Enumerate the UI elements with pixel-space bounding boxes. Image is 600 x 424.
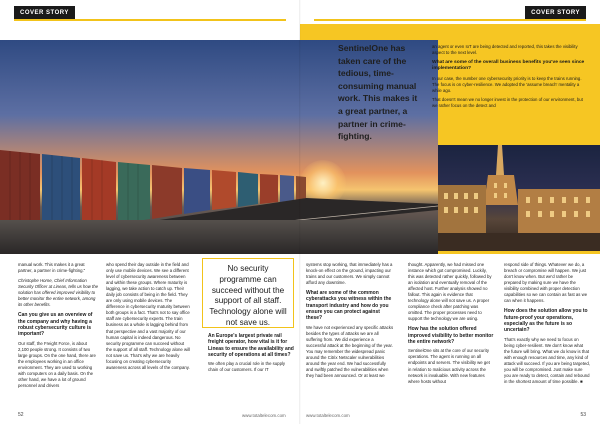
footer-url-left: www.totaltelecom.com: [242, 413, 286, 418]
interview-question: What are some of the common cyberattacks you witness within the transport industry and how do you ensure you can protect against these?: [306, 290, 392, 322]
body-column-4: [306, 262, 394, 383]
section-tag-left: COVER STORY: [14, 6, 75, 20]
pull-quote-right: SentinelOne has taken care of the tedious, time-consuming manual work. This makes it a great partner, a partner in crime-fighting.: [338, 43, 418, 142]
paragraph: That doesn't mean we no longer invest in the protection of our environment, but we rather focus on the detect and: [432, 97, 583, 109]
paragraph: Christophe Horne, Chief Information Security Officer at Lineas, tells us how the solution has offered improved visibility to better monitor the entire network, among its other benefits.: [18, 278, 99, 308]
paragraph: Our staff, the Freight Force, is about 2,100 people strong. It consists of two large groups. On the one hand, there are the employees working in an office environment. They are used to working with computers on a daily basis. On the other hand, we have a lot of ground personnel and drivers: [18, 340, 96, 388]
paragraph: We have not experienced any specific attacks besides the types of attacks we are all suffering from. We did experience a successful attack at the beginning of the year. You may remember the widespread panic around the Citrix Netscaler vulnerabilities around the year end. We had successfully and swiftly patched the vulnerabilities when they had been announced. Or at least we: [306, 324, 394, 379]
yellow-column-text: [432, 44, 586, 113]
interview-question: What are some of the overall business benefits you've seen since implementation?: [432, 59, 585, 72]
paragraph: respond side of things. Whatever we do, a breach or compromise will happen. We just don't know when. But we'd rather be prepared by making sure we have the visibility combined with proper detection capabilities so we can contain as fast as we can when it happens.: [504, 262, 588, 304]
interview-question: Can you give us an overview of the company and why having a robust cybersecurity culture is important?: [18, 312, 93, 338]
footer-url-right: www.totaltelecom.com: [306, 413, 350, 418]
city-illustration: [438, 145, 600, 251]
paragraph: thought. Apparently, we had missed one instance which got compromised. Luckily, this was detected rather quickly, followed by an isolation and eventually removal of the affected host. Further analysis showed no fallout. This again is evidence that technology alone will not save us. A proper compliance check after patching was omitted. The proper processes need to support the technology we are using.: [408, 262, 492, 322]
pull-quote-left: No security programme can succeed without the support of all staff. Technology alone will not save us.: [202, 258, 294, 328]
page-number-left: 52: [18, 412, 24, 418]
section-rule-right: [314, 19, 586, 21]
body-column-3: [208, 333, 294, 377]
paragraph: That's exactly why we need to focus on being cyber-resilient. We don't know what the future will bring. What we do know is that with enough resources and time, any kind of attack will succeed. If you are being targeted, you will be compromised. Just make sure you are ready to detect, contain and rebound in the shortest amount of time possible. ■: [504, 336, 590, 384]
body-column-2: [106, 262, 190, 375]
ground: [0, 220, 438, 254]
paragraph: who spend their day outside in the field and only use mobile devices. We see a different level of cybersecurity awareness between and within these groups. Where maturity is lagging, we take action to catch up. Their daily job consists of being in the field. They are only using mobile devices. The difference in cybersecurity maturity between both groups is a fact. That's not to say office staff are cybersecurity experts. The train business as a whole is lagging behind from that perspective and a vast majority of our human capital is indeed dangerous. No security programme can succeed without the support of all staff. Technology alone will not save us. That's why we are heavily focusing on creating cybersecurity awareness across all levels of the company.: [106, 262, 190, 370]
paragraph: manual work. This makes it a great partner, a partner in crime-fighting.": [18, 262, 86, 274]
body-column-6: [504, 262, 590, 389]
section-rule-left: [14, 19, 286, 21]
body-column-1: [18, 262, 98, 393]
paragraph: SentinelOne sits at the core of our security operations. The agent is running on all endpoints and servers. The visibility we get in relation to malicious activity across the network is invaluable. With new features where hosts without: [408, 348, 490, 384]
interview-question: An Europe's largest private rail freight operator, how vital is it for Lineas to ensure the availability and security of operations at all times?: [208, 333, 294, 358]
paragraph: an agent or even IoT are being detected and reported, this takes the visibility aspect to the next level.: [432, 44, 578, 56]
interview-question: How has the solution offered improved visibility to better monitor the entire network?: [408, 326, 494, 346]
paragraph: We often play a crucial role in the supply chain of our customers. If our IT: [208, 361, 286, 373]
page-gutter: [299, 0, 301, 424]
section-tag-right: COVER STORY: [525, 6, 586, 20]
city-photo: [438, 145, 600, 251]
paragraph: In our case, the number one cybersecurity priority is to keep the trains running. The focus is on cyber-resilience. We adopted the 'assume breach' mentality a while ago.: [432, 75, 582, 93]
page-number-right: 53: [580, 412, 586, 418]
body-column-5: [408, 262, 494, 389]
paragraph: systems stop working, that immediately has a knock-on effect on the ground, impacting our trains and our customers. We simply cannot afford any downtime.: [306, 262, 393, 286]
interview-question: How does the solution allow you to future-proof your operations, especially as the future is so uncertain?: [504, 308, 588, 334]
